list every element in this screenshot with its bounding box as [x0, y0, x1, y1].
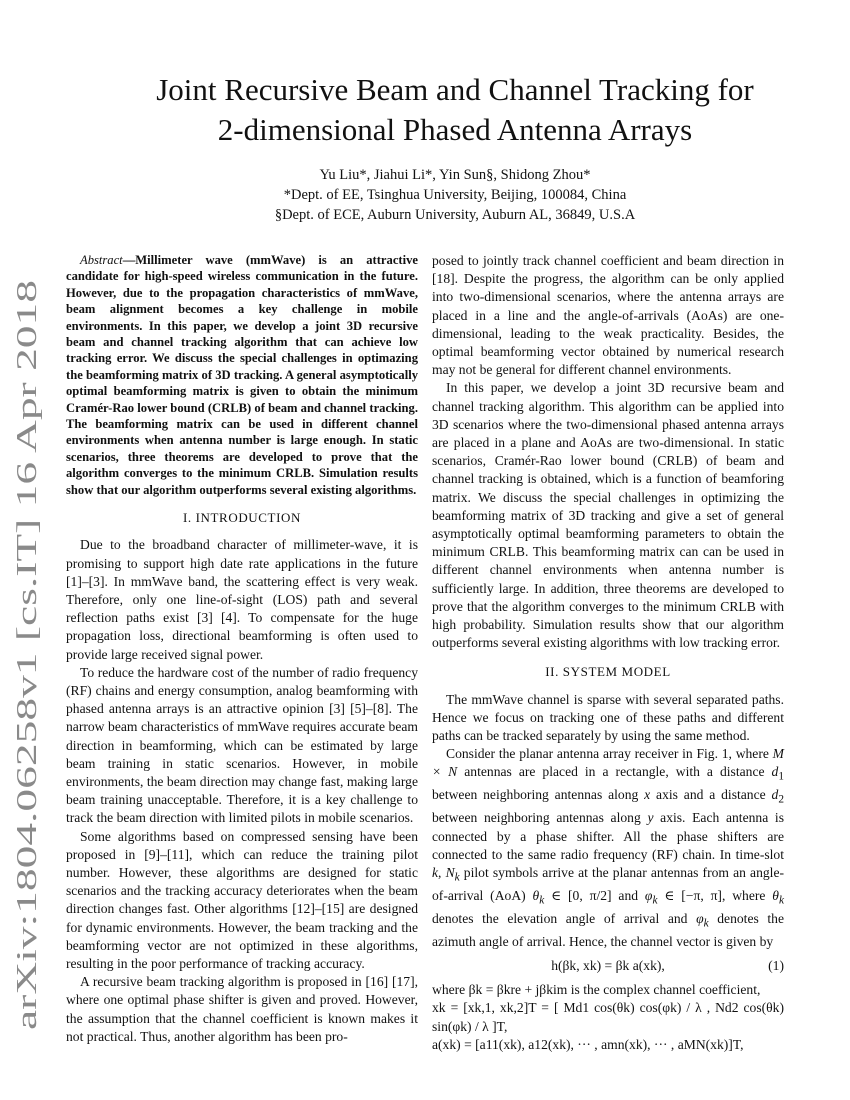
title-line-2: 2-dimensional Phased Antenna Arrays [217, 112, 693, 147]
paper-title [60, 70, 850, 150]
equation-1 [432, 957, 784, 975]
xk-definition: xk = [xk,1, xk,2]T = [ Md1 cos(θk) cos(φk) / λ , Nd2 cos(θk) sin(φk) / λ ]T, [432, 1000, 784, 1034]
title-line-1: Joint Recursive Beam and Channel Tracking for [156, 72, 754, 107]
section-heading-system-model: II. SYSTEM MODEL [545, 664, 671, 680]
where-line: where βk = βkre + jβkim is the complex channel coefficient, [432, 982, 761, 998]
abstract-lead: Abstract [80, 253, 123, 267]
arxiv-stamp [2, 270, 46, 1030]
abstract-text: —Millimeter wave (mmWave) is an attractive candidate for high-speed wireless communication in the future. However, due to the propagation characteristics of mmWave, beam alignment becomes a key challenge in mobile environments. In this paper, we develop a joint 3D recursive beam and channel tracking algorithm that can achieve low tracking error. We discuss the special challenges in optimazing the beamforming matrix of 3D tracking. A general asymptotically optimal beamforming matrix is given to obtain the minimum Cramér-Rao lower bound (CRLB) of beam and channel tracking. The beamforming matrix can be used in different channel environments when antenna number is large enough. In static scenarios, three theorems are developed to prove that the algorithm converges to the minimum CRLB. Simulation results show that our algorithm outperforms several existing algorithms. [66, 253, 418, 497]
intro-paragraph-5: In this paper, we develop a joint 3D recursive beam and channel tracking algorithm. This algorithm can be applied into 3D scenarios where the two-dimensional phased antenna arrays are placed in a plane and AoAs are two-dimensional. In static scenarios, Cramér-Rao lower bound (CRLB) of beam and channel tracking is obtained, which is a function of beamforing matrix. We discuss the special challenges in optimizing the beamforming matrix of 3D tracking and give a set of general asymptotically optimal beamforming parameters to obtain the minimum CRLB. This beamforming matrix can can be used in different channel environments when antenna number is sufficiently large. In addition, three theorems are developed to prove that the algorithm converges to the minimum CRLB with high probability. Simulation results show that our algorithm outperforms several existing algorithms with low tracking error. [432, 380, 784, 651]
equation-1-number: (1) [768, 957, 784, 973]
affiliation-2: §Dept. of ECE, Auburn University, Auburn AL, 36849, U.S.A [274, 207, 636, 223]
system-model-paragraph-1: The mmWave channel is sparse with several separated paths. Hence we focus on tracking one of these paths and different paths can be tracked separately by using the same method. [432, 691, 784, 744]
intro-paragraph-2: To reduce the hardware cost of the number of radio frequency (RF) chains and energy consumption, analog beamforming with phased antenna arrays is an attractive opinion [3] [5]–[8]. The narrow beam characteristics of mmWave requires accurate beam direction in beamforming, which can be estimated by large beam training in static scenarios. However, in mobile environments, the beam direction may change fast, making large beam training unacceptable. Therefore, it is a key challenge to track the beam direction with limited pilots in mobile scenarios. [66, 664, 418, 826]
system-model-paragraph-2: Consider the planar antenna array receiver in Fig. 1, where M × N antennas are placed in a rectangle, with a distance $d_1$ between neighboring antennas along x axis and a distance $d_2$ between neighboring antennas along y axis. Each antenna is connected by a phase shifter. All the phase shifters are connected to the same radio frequency (RF) chain. In time-slot k, $N_k$ pilot symbols arrive at the planar antennas from an angle-of-arrival (AoA) $\theta_k$ ∈ [0, π/2] and $\varphi_k$ ∈ [−π, π], where $\theta_k$ denotes the elevation angle of arrival and $\varphi_k$ denotes the azimuth angle of arrival. Hence, the channel vector is given by [432, 746, 785, 949]
intro-paragraph-4: A recursive beam tracking algorithm is proposed in [16] [17], where one optimal phase shifter is given and proved. However, the assumption that the channel coefficient is known makes it not practical. Thus, another algorithm has been pro- [66, 974, 418, 1044]
right-column [432, 252, 784, 1054]
section-heading-introduction: I. INTRODUCTION [182, 510, 302, 526]
intro-paragraph-4-continued: posed to jointly track channel coefficient and beam direction in [18]. Despite the progress, the algorithm can be only applied into two-dimensional scenarios, where the antenna arrays are placed in a line and the angle-of-arrivals (AoAs) are one-dimensional, leading to the weak practicality. Besides, the optimal beamforming vector obtained by numerical research may not be general for different channel environments. [432, 253, 784, 378]
intro-paragraph-3: Some algorithms based on compressed sensing have been proposed in [9]–[11], which can reduce the training pilot number. However, these algorithms are designed for static scenarios and the tracking accuracy deteriorates when the beam direction changes fast. Other algorithms [12]–[15] are designed for dynamic environments. However, the beam tracking and the beamforming vector are not optimized in these algorithms, resulting in the poor performance of tracking accuracy. [66, 828, 418, 971]
intro-paragraph-1: Due to the broadband character of millimeter-wave, it is promising to support high date rate applications in the future [1]–[3]. In mmWave band, the scattering effect is very weak. Therefore, only one line-of-sight (LOS) path and several reflection paths exist [3] [4]. To compensate for the huge propagation loss, directional beamforming is often used to provide large received signal power. [66, 537, 418, 662]
affiliation-1: *Dept. of EE, Tsinghua University, Beijing, 100084, China [283, 187, 627, 203]
author-names: Yu Liu*, Jiahui Li*, Yin Sun§, Shidong Zhou* [319, 167, 591, 183]
arxiv-stamp-text: arXiv:1804.06258v1 [cs.IT] 16 Apr 2018 [11, 551, 43, 1030]
abstract [66, 252, 418, 498]
a-vector-definition: a(xk) = [a11(xk), a12(xk), ··· , amn(xk), ··· , aMN(xk)]T, [432, 1036, 744, 1052]
equation-1-body: h(βk, xk) = βk a(xk), [551, 957, 665, 973]
author-block [60, 165, 850, 225]
left-column [66, 252, 418, 1046]
